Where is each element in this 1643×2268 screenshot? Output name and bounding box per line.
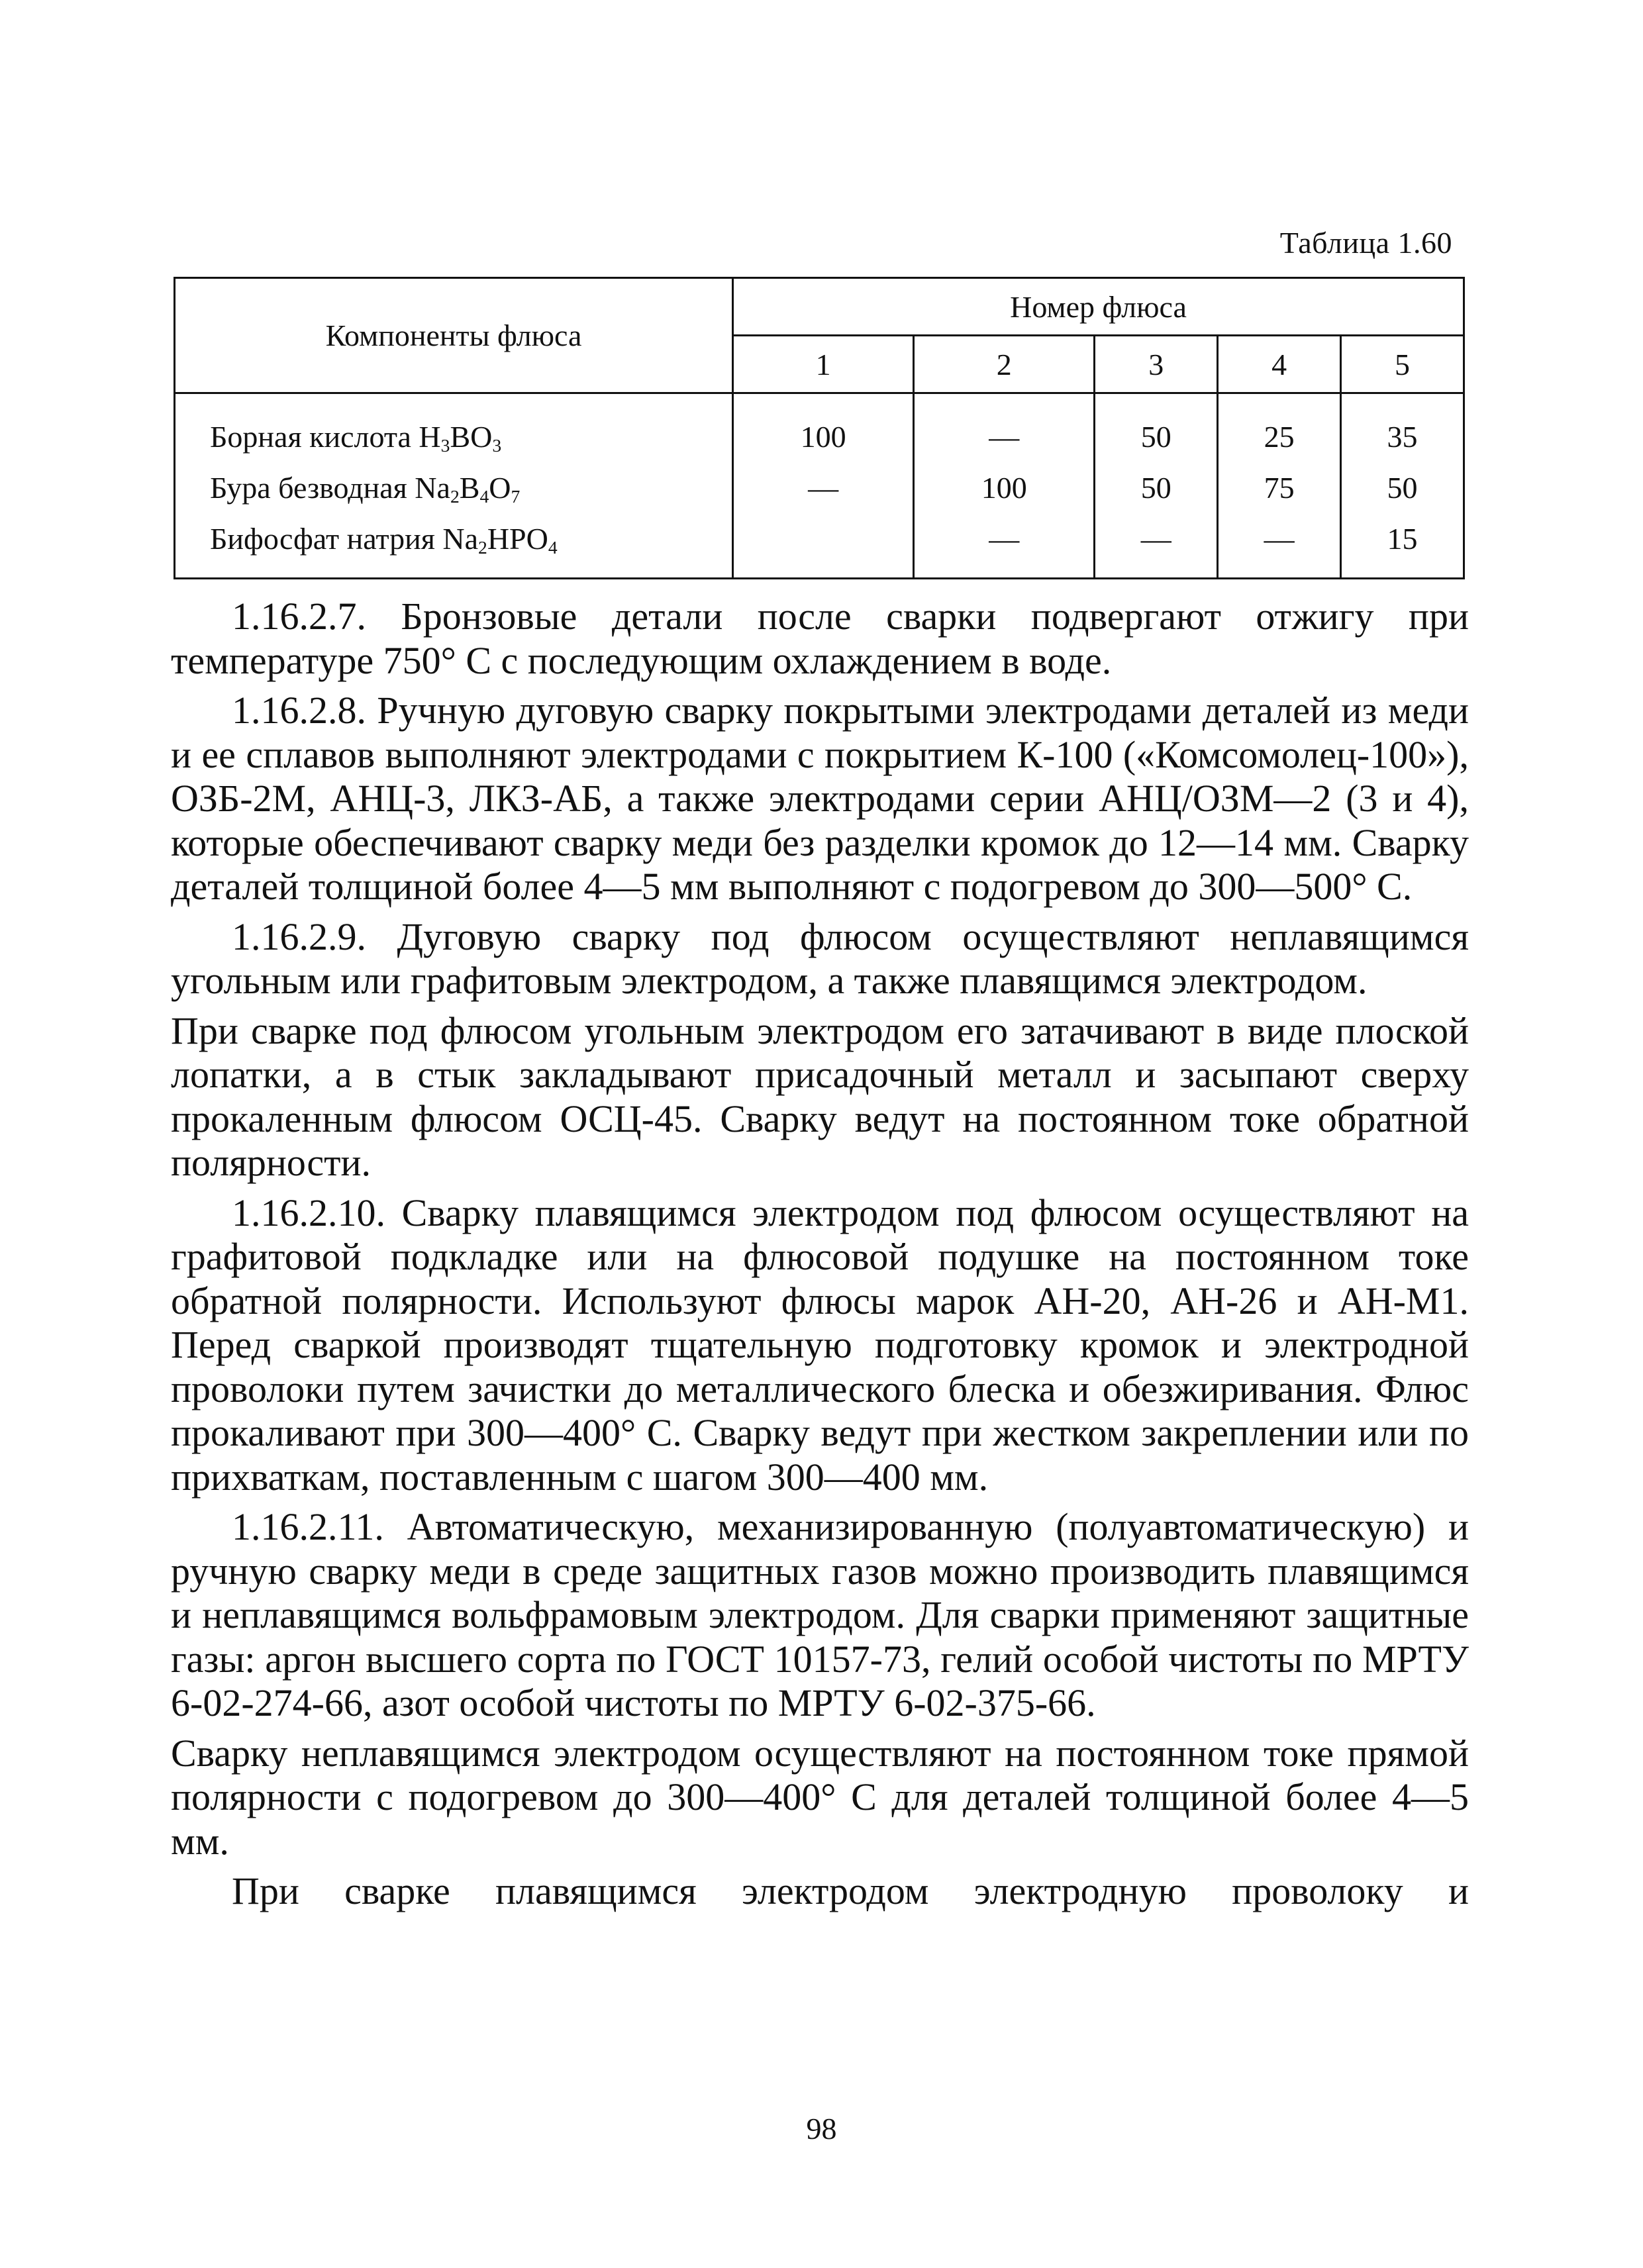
column-header: 5 — [1341, 336, 1464, 393]
table-cell — [733, 513, 914, 579]
paragraph: 1.16.2.8. Ручную дуговую сварку покрытыми электродами деталей из меди и ее сплавов выполняют электродами с покрытием К-100 («Комсомолец-100»), ОЗБ-2М, АНЦ-3, ЛКЗ-АБ, а также электродами серии АНЦ/ОЗМ—2 (3 и 4), которые обеспечивают сварку меди без разделки кромок до 12—14 мм. Сварку деталей толщиной более 4—5 мм выполняют с подогревом до 300—500° С. — [171, 689, 1469, 908]
table-cell: 75 — [1218, 462, 1341, 513]
table-cell: 35 — [1341, 393, 1464, 463]
table-cell: — — [914, 393, 1095, 463]
table-row — [175, 462, 1464, 513]
component-name: Борная кислота $H_3BO_3$ — [175, 393, 733, 463]
paragraph: Сварку неплавящимся электродом осуществляют на постоянном токе прямой полярности с подогревом до 300—400° С для деталей толщиной более 4—5 мм. — [171, 1731, 1469, 1863]
table-cell: 100 — [914, 462, 1095, 513]
column-header: 4 — [1218, 336, 1341, 393]
table-cell: — — [733, 462, 914, 513]
paragraph: При сварке под флюсом угольным электродом его затачивают в виде плоской лопатки, а в стык закладывают присадочный металл и засыпают сверху прокаленным флюсом ОСЦ-45. Сварку ведут на постоянном токе обратной полярности. — [171, 1009, 1469, 1184]
table-caption: Таблица 1.60 — [1279, 226, 1452, 260]
table-cell: 15 — [1341, 513, 1464, 579]
column-header: 1 — [733, 336, 914, 393]
paragraph: 1.16.2.11. Автоматическую, механизированную (полуавтоматическую) и ручную сварку меди в среде защитных газов можно производить плавящимся и неплавящимся вольфрамовым электродом. Для сварки применяют защитные газы: аргон высшего сорта по ГОСТ 10157-73, гелий особой чистоты по МРТУ 6-02-274-66, азот особой чистоты по МРТУ 6-02-375-66. — [171, 1505, 1469, 1724]
table-row — [175, 393, 1464, 463]
component-name: Бифосфат натрия $Na_2HPO_4$ — [175, 513, 733, 579]
table-cell: 25 — [1218, 393, 1341, 463]
paragraph: 1.16.2.7. Бронзовые детали после сварки подвергают отжигу при температуре 750° С с последующим охлаждением в воде. — [171, 595, 1469, 682]
table-cell: 100 — [733, 393, 914, 463]
table-cell: 50 — [1095, 462, 1218, 513]
table-cell: — — [914, 513, 1095, 579]
header-flux-number: Номер флюса — [733, 278, 1464, 336]
paragraph: 1.16.2.10. Сварку плавящимся электродом под флюсом осуществляют на графитовой подкладке или на флюсовой подушке на постоянном токе обратной полярности. Используют флюсы марок АН-20, АН-26 и АН-М1. Перед сваркой производят тщательную подготовку кромок и электродной проволоки путем зачистки до металлического блеска и обезжиривания. Флюс прокаливают при 300—400° С. Сварку ведут при жестком закреплении или по прихваткам, поставленным с шагом 300—400 мм. — [171, 1191, 1469, 1499]
column-header: 2 — [914, 336, 1095, 393]
component-name: Бура безводная $Na_2B_4O_7$ — [175, 462, 733, 513]
table-cell: 50 — [1095, 393, 1218, 463]
body-text — [171, 595, 1469, 1920]
column-header: 3 — [1095, 336, 1218, 393]
paragraph: 1.16.2.9. Дуговую сварку под флюсом осуществляют неплавящимся угольным или графитовым электродом, а также плавящимся электродом. — [171, 914, 1469, 1002]
paragraph: При сварке плавящимся электродом электродную проволоку и — [232, 1869, 1469, 1912]
table-row — [175, 513, 1464, 579]
page-number: 98 — [806, 2112, 837, 2145]
table-cell: — — [1218, 513, 1341, 579]
table-cell: — — [1095, 513, 1218, 579]
flux-composition-table — [174, 277, 1465, 579]
table-cell: 50 — [1341, 462, 1464, 513]
header-components: Компоненты флюса — [175, 278, 733, 393]
